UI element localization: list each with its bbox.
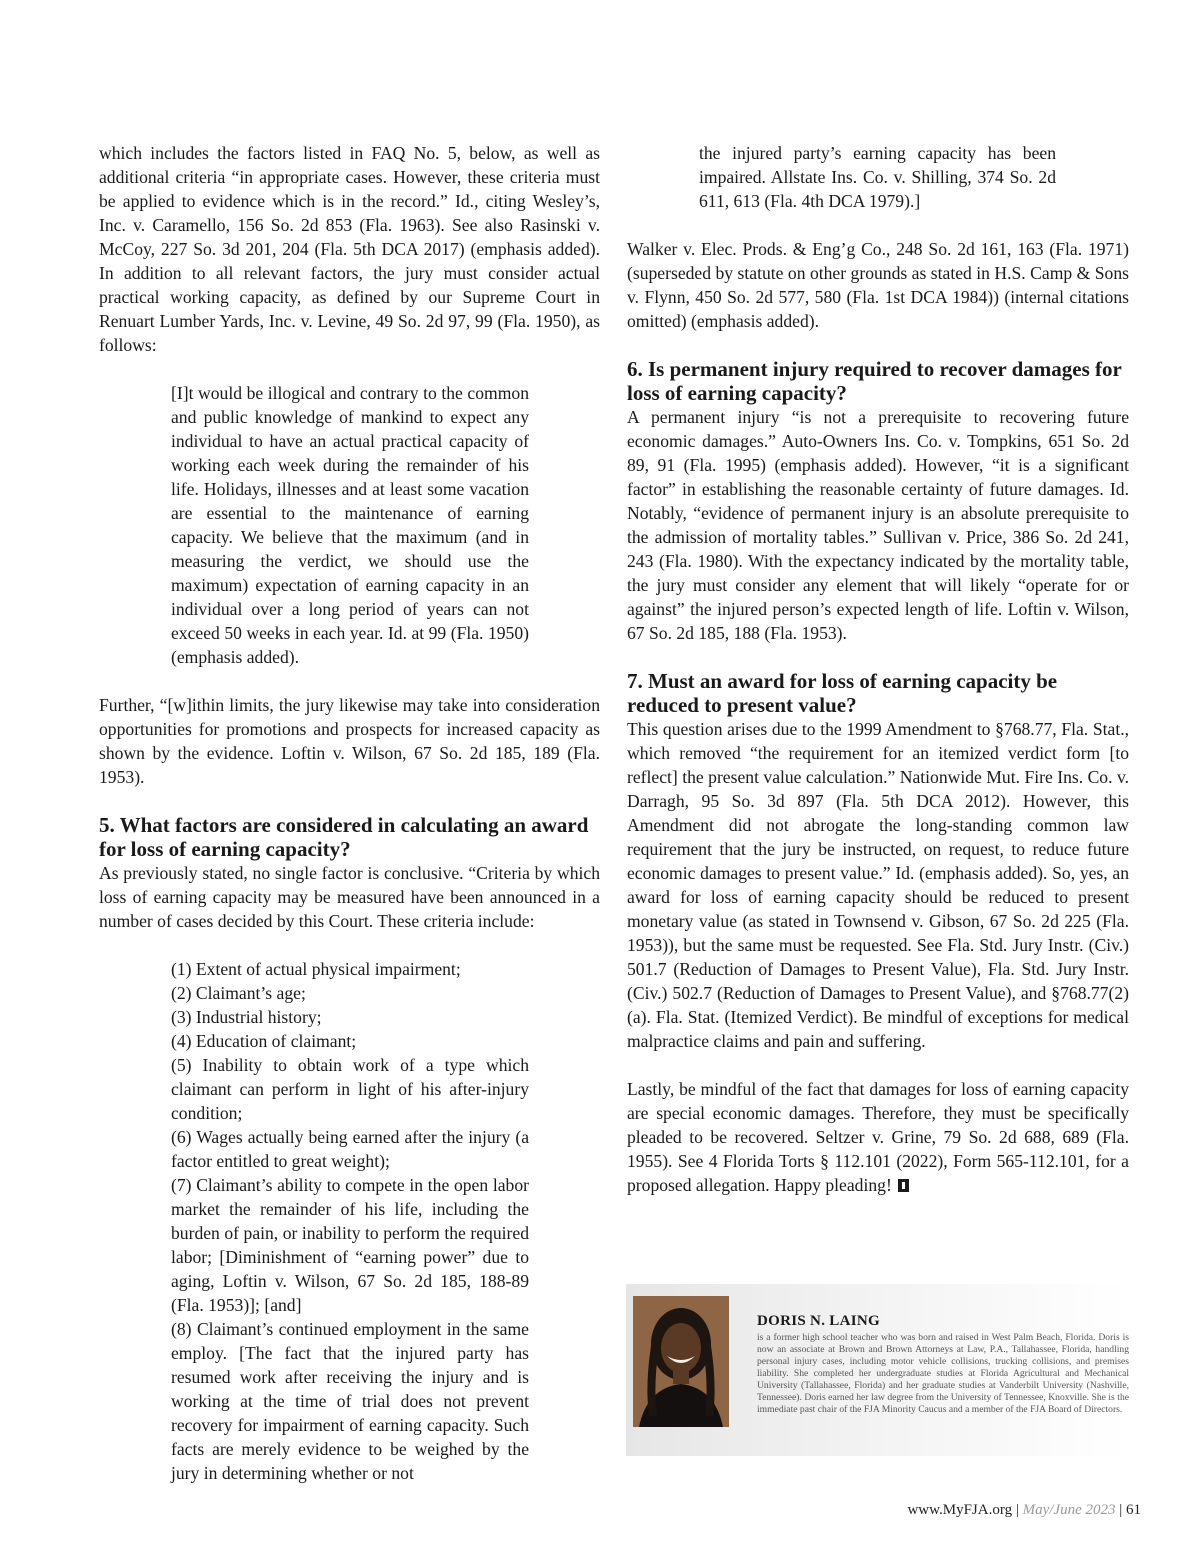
author-name: DORIS N. LAING [757,1313,880,1329]
footer-site-link[interactable]: www.MyFJA.org [907,1502,1013,1518]
right-column [627,141,1129,1197]
left-paragraph-1: which includes the factors listed in FAQ No. 5, below, as well as additional criteria “in appropriate cases. However, these criteria must be applied to evidence which is in the record.” Id., citing Wesley’s, Inc. v. Caramello, 156 So. 2d 853 (Fla. 1963). See also Rasinski v. McCoy, 227 So. 3d 201, 204 (Fla. 5th DCA 2017) (emphasis added). In addition to all relevant factors, the jury must consider actual practical working capacity, as defined by our Supreme Court in Renuart Lumber Yards, Inc. v. Levine, 49 So. 2d 97, 99 (Fla. 1950), as follows: [99,143,600,355]
quote-continuation: the injured party’s earning capacity has been impaired. Allstate Ins. Co. v. Shilling, 374 So. 2d 611, 613 (Fla. 4th DCA 1979).] [699,143,1056,211]
left-column [99,141,600,1485]
factor-item: (4) Education of claimant; [171,1031,357,1051]
page-number: 61 [1126,1502,1141,1518]
footer-separator: | [1119,1502,1123,1518]
right-paragraph-1: Walker v. Elec. Prods. & Eng’g Co., 248 So. 2d 161, 163 (Fla. 1971) (superseded by statute on other grounds as stated in H.S. Camp & Sons v. Flynn, 450 So. 2d 577, 580 (Fla. 1st DCA 1984)) (internal citations omitted) (emphasis added). [627,239,1129,331]
right-paragraph-3: This question arises due to the 1999 Amendment to §768.77, Fla. Stat., which removed “the requirement for an itemized verdict form [to reflect] the present value calculation.” Nationwide Mut. Fire Ins. Co. v. Darragh, 95 So. 3d 897 (Fla. 5th DCA 2012). However, this Amendment did not abrogate the long-standing common law requirement that the jury be instructed, on request, to reduce future economic damages to present value.” Id. (emphasis added). So, yes, an award for loss of earning capacity should be reduced to present monetary value (as stated in Townsend v. Gibson, 67 So. 2d 225 (Fla. 1953)), but the same must be requested. See Fla. Std. Jury Instr. (Civ.) 501.7 (Reduction of Damages to Present Value), Fla. Std. Jury Instr. (Civ.) 502.7 (Reduction of Damages to Present Value), and §768.77(2)(a). Fla. Stat. (Itemized Verdict). Be mindful of exceptions for medical malpractice claims and pain and suffering. [627,719,1129,1051]
heading-faq-5: 5. What factors are considered in calculating an award for loss of earning capacity? [99,813,589,861]
footer-issue: May/June 2023 [1022,1502,1116,1518]
factor-item: (3) Industrial history; [171,1007,322,1027]
author-bio-text: is a former high school teacher who was born and raised in West Palm Beach, Florida. Doris is now an associate at Brown and Brown Attorneys at Law, P.A., Tallahassee, Florida, handling personal injury cases, including motor vehicle collisions, trucking collisions, and premises liability. She completed her undergraduate studies at Florida Agricultural and Mechanical University (Tallahassee, Florida) and her graduate studies at Vanderbilt University (Nashville, Tennessee). Doris earned her law degree from the University of Tennessee, Knoxville. She is the immediate past chair of the FJA Minority Caucus and a member of the FJA Board of Directors. [757,1332,1129,1415]
factor-item: (5) Inability to obtain work of a type which claimant can perform in light of his after-injury condition; [171,1055,529,1123]
heading-faq-7: 7. Must an award for loss of earning capacity be reduced to present value? [627,669,1058,717]
renuart-quote: [I]t would be illogical and contrary to the common and public knowledge of mankind to expect any individual to have an actual practical capacity of working each week during the remainder of his life. Holidays, illnesses and at least some vacation are essential to the maintenance of earning capacity. We believe that the maximum (and in measuring the verdict, we should use the maximum) expectation of earning capacity in an individual over a long period of years can not exceed 50 weeks in each year. Id. at 99 (Fla. 1950) (emphasis added). [171,383,529,667]
footer-separator: | [1015,1502,1019,1518]
right-paragraph-4 [627,1077,1129,1197]
end-mark-icon [898,1179,909,1192]
closing-text: Lastly, be mindful of the fact that damages for loss of earning capacity are special economic damages. Therefore, they must be specifically pleaded to be recovered. Seltzer v. Grine, 79 So. 2d 688, 689 (Fla. 1955). See 4 Florida Torts § 112.101 (2022), Form 565-112.101, for a proposed allegation. Happy pleading! [627,1079,1129,1195]
left-paragraph-2: Further, “[w]ithin limits, the jury likewise may take into consideration opportunities for promotions and prospects for increased capacity as shown by the evidence. Loftin v. Wilson, 67 So. 2d 185, 189 (Fla. 1953). [99,695,600,787]
factor-item: (2) Claimant’s age; [171,983,306,1003]
heading-faq-6: 6. Is permanent injury required to recover damages for loss of earning capacity? [627,357,1122,405]
page-footer [907,1502,1141,1519]
factor-item: (8) Claimant’s continued employment in the same employ. [The fact that the injured party has resumed work after receiving the injury and is working at the time of trial does not prevent recovery for impairment of earning capacity. Such facts are merely evidence to be weighed by the jury in determining whether or not [171,1319,529,1483]
factor-item: (6) Wages actually being earned after the injury (a factor entitled to great weight); [171,1127,529,1171]
left-paragraph-3: As previously stated, no single factor is conclusive. “Criteria by which loss of earning capacity may be measured have been announced in a number of cases decided by this Court. These criteria include: [99,863,600,931]
author-photo [633,1296,729,1427]
factor-item: (1) Extent of actual physical impairment; [171,959,461,979]
right-paragraph-2: A permanent injury “is not a prerequisite to recovering future economic damages.” Auto-Owners Ins. Co. v. Tompkins, 651 So. 2d 89, 91 (Fla. 1995) (emphasis added). However, “it is a significant factor” in establishing the reasonable certainty of future damages. Id. Notably, “evidence of permanent injury is an absolute prerequisite to the admission of mortality tables.” Sullivan v. Price, 386 So. 2d 241, 243 (Fla. 1980). With the expectancy indicated by the mortality table, the jury must consider any element that will likely “operate for or against” the injured person’s expected length of life. Loftin v. Wilson, 67 So. 2d 185, 188 (Fla. 1953). [627,407,1129,643]
factor-item: (7) Claimant’s ability to compete in the open labor market the remainder of his life, including the burden of pain, or inability to perform the required labor; [Diminishment of “earning power” due to aging, Loftin v. Wilson, 67 So. 2d 185, 188-89 (Fla. 1953)]; [and] [171,1175,529,1315]
author-portrait-icon [633,1296,729,1427]
factors-list [171,957,529,1485]
